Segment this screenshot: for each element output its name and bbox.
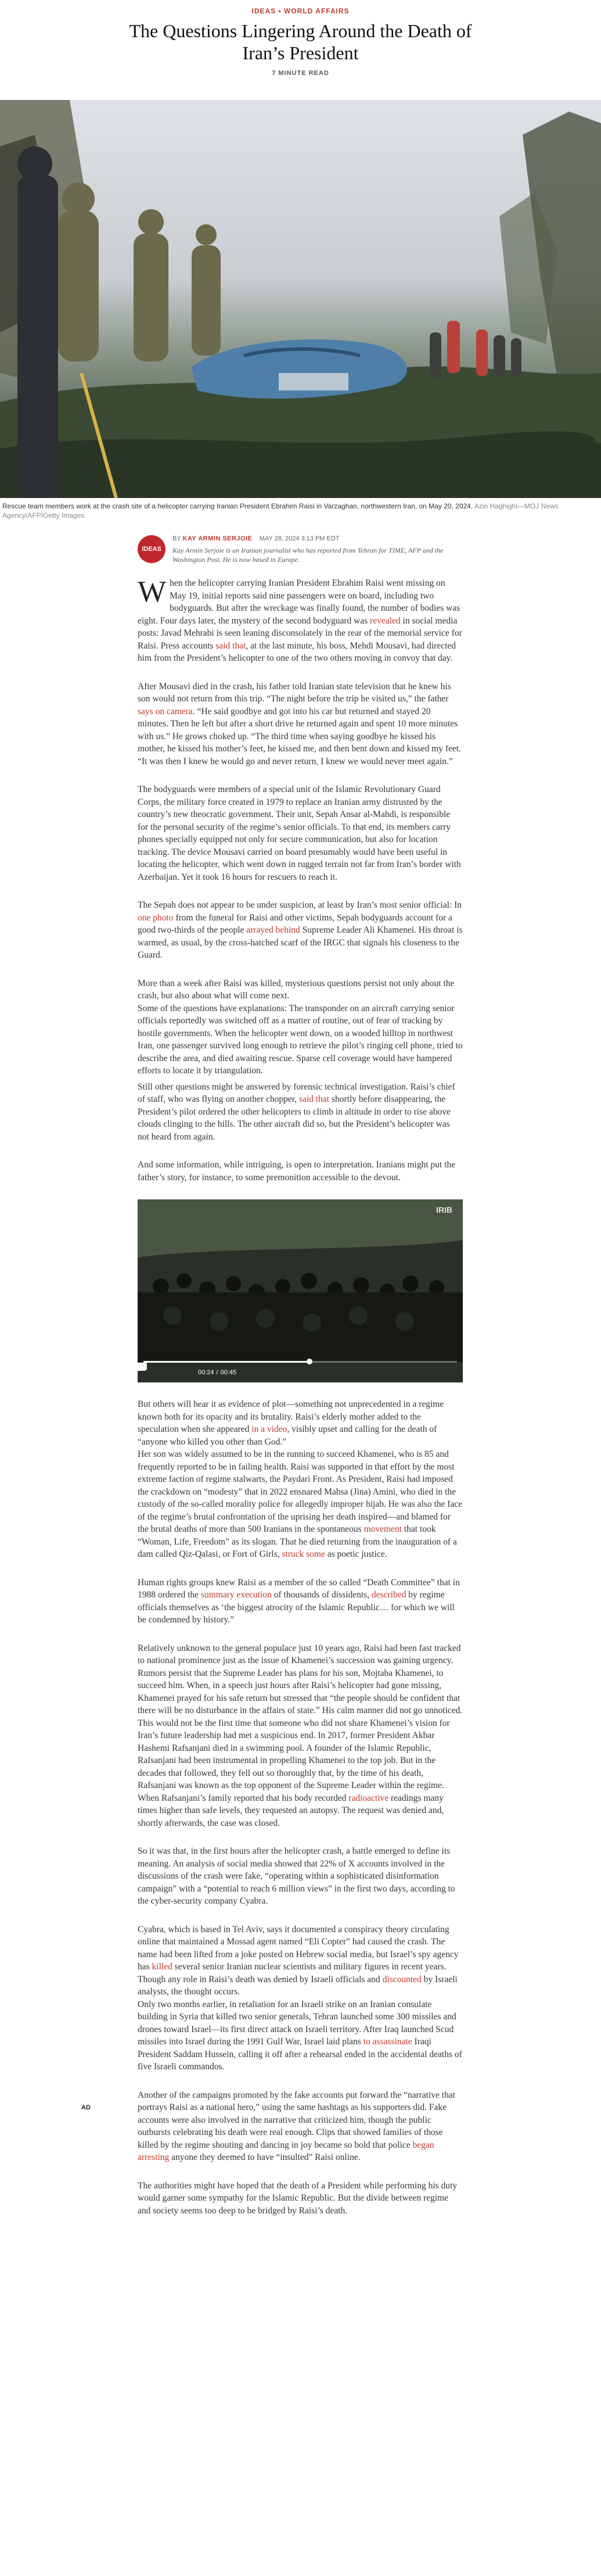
author-link[interactable]: KAY ARMIN SERJOIE xyxy=(182,535,253,542)
paragraph-text: Iraqi President Saddam Hussein, calling it off after a rehearsal ended in the accidental deaths of five Israeli commandos. xyxy=(138,2037,462,2072)
paragraph xyxy=(138,1448,463,1561)
paragraph-text: readings many times higher than safe levels, they requested an autopsy. The request was denied and, shortly afterwards, the case was closed. xyxy=(138,1793,444,1828)
paragraph-text: several senior Iranian nuclear scientists and military figures in recent years. Though any role in Raisi’s death was denied by Israeli officials and xyxy=(138,1962,447,1984)
inline-link[interactable]: discounted xyxy=(382,1974,422,1984)
paragraph-text: Supreme Leader Ali Khamenei. His throat is warmed, as usual, by the cross-hatched scarf of the IRGC that signals his closeness to the Guard. xyxy=(138,925,463,960)
paragraph: Relatively unknown to the general populace just 10 years ago, Raisi had been fast tracked to national prominence just as the issue of Khamenei’s succession was gaining urgency. Rumors persist that the Supreme Leader has plans for his son, Mojtaba Khamenei, to succeed him. When, in a speech just hours after Raisi’s helicopter had gone missing, Khamenei prayed for his safe return but stressed that “the people should be confident that there will be no disturbance in the affairs of state.” His calm manner did not go unnoticed. xyxy=(138,1643,463,1715)
paragraph-text: shortly before disappearing, the President’s pilot ordered the other helicopters to climb in altitude in order to rise above clouds clinging to the hills. The other aircraft did so, but the President’s helicopter was not heard from again. xyxy=(138,1094,451,1142)
paragraph xyxy=(138,1717,463,1830)
paragraph xyxy=(138,577,463,665)
paragraph-text: Cyabra, which is based in Tel Aviv, says it documented a conspiracy theory circulating online that maintained a Mossad agent named “Eli Copter” had caused the crash. The name had been lifted from a joke posted on Hebrew social media, but Israel’s spy agency has xyxy=(138,1924,459,1972)
inline-link[interactable]: began arresting xyxy=(138,2140,434,2162)
inline-link[interactable]: arrayed behind xyxy=(246,925,300,935)
paragraph-text: in social media posts: Javad Mehrabi is seen leaning disconsolately in the rear of the memorial service for Raisi. Press accounts xyxy=(138,615,462,651)
inline-link[interactable]: says on camera xyxy=(138,706,193,716)
inline-link[interactable]: revealed xyxy=(370,615,401,626)
share-icon[interactable] xyxy=(388,1366,401,1379)
inline-link[interactable]: movement xyxy=(364,1524,402,1534)
paragraph-text: Still other questions might be answered by forensic technical investigation. Raisi’s chief of staff, who was flying on another chopper, xyxy=(138,1081,455,1104)
paragraph-text: of thousands of dissidents, xyxy=(271,1590,372,1600)
page-title: The Questions Lingering Around the Death of Iran’s President xyxy=(129,20,472,63)
publish-date: MAY 28, 2024 3:13 PM EDT xyxy=(259,535,340,542)
inline-link[interactable]: to assassinate xyxy=(363,2037,412,2047)
cast-icon[interactable] xyxy=(370,1366,383,1379)
paragraph xyxy=(138,2089,463,2164)
skip-next-icon[interactable] xyxy=(162,1366,175,1379)
paragraph-text: that took “Woman, Life, Freedom” as its slogan. That he died returning from the inauguration of a dam called Qiz-Qalasi, or Fort of Girls, xyxy=(138,1524,457,1559)
paragraph: “It was then I knew he would go and never return, I knew we would never meet again.” xyxy=(138,756,453,766)
hero-caption xyxy=(0,498,601,520)
inline-link[interactable]: said that xyxy=(299,1094,330,1104)
article-body xyxy=(138,535,463,2217)
inline-link[interactable]: killed xyxy=(152,1962,172,1972)
paragraph-text: Only two months earlier, in retaliation for an Israeli strike on an Iranian consulate building in Syria that killed two senior generals, Tehran launched some 300 missiles and drones toward Israel—its first direct attack on Israeli territory. After Iraq launched Scud missiles into Israel during the 1991 Gulf War, Israel laid plans xyxy=(138,1999,456,2047)
inline-link[interactable]: described xyxy=(371,1590,406,1600)
paragraph: Some of the questions have explanations: The transponder on an aircraft carrying senior officials reportedly was switched off as a matter of routine, out of fear of tracking by hostile governments. When the helicopter went down, on a wooded hilltop in northwest Iran, one passenger survived long enough to retrieve the pilot’s ringing cell phone, tried to describe the area, and died awaiting rescue. Sparse cell coverage would have hampered efforts to locate it by triangulation. xyxy=(138,1003,463,1076)
inline-link[interactable]: summary execution xyxy=(200,1590,272,1600)
paragraph-text: Her son was widely assumed to be in the running to succeed Khamenei, who is 85 and frequently reported to be in failing health. Raisi was supported in that effort by the most extreme faction of regime stalwarts, the Paydari Front. As President, Raisi had imposed the crackdown on “modesty” that in 2022 ensnared Mahsa (Jina) Amini, who died in the custody of the so-called morality police for allegedly improper hijab. He was also the face of the regime’s brutal confrontation of the uprising her death inspired—and blamed for the brutal deaths of more than 500 Iranians in the spontaneous xyxy=(138,1449,463,1534)
ad-label: AD xyxy=(81,2104,91,2111)
inline-link[interactable]: said that xyxy=(215,640,246,651)
author-bio: Kay Armin Serjoie is an Iranian journalist who has reported from Tehran for TIME, AFP and the Washington Post. He is now based in Europe. xyxy=(172,546,444,564)
paragraph-text: , visibly upset and calling for the death of “anyone who killed you other than God.” xyxy=(138,1424,437,1447)
settings-gear-icon[interactable] xyxy=(426,1366,438,1379)
paragraph-text: The Sepah does not appear to be under suspicion, at least by Iran’s most senior official: In xyxy=(138,900,462,910)
paragraph-text: by regime officials themselves as ‘the biggest atrocity of the Islamic Republic… for which we will be condemned by history.” xyxy=(138,1590,455,1625)
paragraph xyxy=(138,680,463,755)
paragraph: The bodyguards were members of a special unit of the Islamic Revolutionary Guard Corps, the military force created in 1979 to replace an Iranian army distrusted by the country’s new theocratic government. Their unit, Sepah Ansar al-Mahdi, is responsible for the personal security of the regime’s senior officials. To that end, its members carry phones specially equipped not only for secure communication, but also for location tracking. The device Mousavi carried on board presumably would have been useful in locating the helicopter, which went down in rugged terrain not far from Iran’s border with Azerbaijan. Yet it took 16 hours for rescuers to reach it. xyxy=(138,784,461,882)
paragraph-text: , at the last minute, his boss, Mehdi Mousavi, had directed him from the President’s helicopter to one of the two others moving in convoy that day. xyxy=(138,640,456,663)
video-controls-right xyxy=(346,1366,457,1379)
caption-text: Rescue team members work at the crash site of a helicopter carrying Iranian President Ebrahim Raisi in Varzaghan, northwestern Iran, on May 20, 2024. xyxy=(2,502,473,510)
paragraph xyxy=(138,899,463,962)
paragraph-text: as poetic justice. xyxy=(325,1549,387,1559)
paragraph-text: This would not be the first time that someone who did not share Khamenei’s vision for Iran’s future leadership had met a suspicious end. In 2017, former President Akbar Hashemi Rafsanjani died in a swimming pool. A founder of the Islamic Republic, Rafsanjani had been instrumental in propelling Khamenei to the top job. But in the decades that followed, they fell out so thoroughly that, by the time of his death, Rafsanjani was known as the top opponent of the Supreme Leader within the regime. When Rafsanjani’s family reported that his body recorded xyxy=(138,1718,450,1803)
byline-by: BY xyxy=(172,535,181,542)
read-time: 7 MINUTE READ xyxy=(272,70,329,77)
byline-text xyxy=(172,535,451,564)
inline-link[interactable]: one photo xyxy=(138,912,174,923)
paragraph: The authorities might have hoped that the death of a President while performing his duty would garner some sympathy for the Islamic Republic. But the divide between regime and society seems too deep to be bridged by Raisi’s death. xyxy=(138,2180,458,2216)
grid-icon[interactable] xyxy=(407,1366,420,1379)
paragraph-text: from the funeral for Raisi and other victims, Sepah bodyguards account for a good two-thirds of the people xyxy=(138,912,452,935)
paragraph-text: . “He said goodbye and got into his car but returned and stayed 20 minutes. Then he left but after a short drive he returned again and spent 10 more minutes with us.” He grows choked up. “The third time when saying goodbye he kissed his mother, he kissed his mother’s feet, he kissed me, and then bent down and kissed my feet. xyxy=(138,706,461,754)
paragraph: So it was that, in the first hours after the helicopter crash, a battle emerged to define its meaning. An analysis of social media showed that 22% of X accounts involved in the discussions of the crash were fake, “operating within a sophisticated disinformation campaign” with a “potential to reach 6 million views” in the first two days, according to the cyber-security company Cyabra. xyxy=(138,1846,455,1906)
video-player[interactable] xyxy=(138,1199,463,1382)
paragraph-text: by Israeli analysts, the thought occurs. xyxy=(138,1974,458,1997)
channel-logo: IRIB xyxy=(436,1205,452,1214)
paragraph-text: Another of the campaigns promoted by the fake accounts put forward the “narrative that portrays Raisi as a national hero,” using the same hashtags as his supporters did. Fake accounts were also involved in the narrative that criticized him, though the public outbursts celebrating his death were real enough. Clips that showed families of those killed by the regime shouting and dancing in joy became so bold that police xyxy=(138,2090,456,2150)
time-total: 00:45 xyxy=(220,1369,237,1376)
captions-icon[interactable] xyxy=(351,1366,364,1379)
paragraph xyxy=(138,1923,463,1998)
paragraph: And some information, while intriguing, is open to interpretation. Iranians might put the father’s story, for instance, to some premonition accessible to the devout. xyxy=(138,1160,456,1183)
ideas-badge: IDEAS xyxy=(138,535,165,563)
paragraph-text: After Mousavi died in the crash, his father told Iranian state television that he knew his son would not return from this trip. “The night before the trip he visited us,” the father xyxy=(138,681,451,704)
inline-link[interactable]: radioactive xyxy=(348,1793,389,1803)
hero-image xyxy=(0,100,601,498)
photo-credit: Azin Haghighi—MOJ News Agency/AFP/Getty Images xyxy=(2,502,559,520)
paragraph-text: But others will hear it as evidence of plot—something not unprecedented in a regime known both for its opacity and its brutality. Raisi’s elderly mother added to the speculation when she appeared xyxy=(138,1399,444,1434)
paragraph xyxy=(138,1398,463,1448)
crash-site-photo xyxy=(0,100,601,498)
paragraph: More than a week after Raisi was killed, mysterious questions persist not only about the crash, but also about what will come next. xyxy=(138,978,455,1001)
drop-cap: W xyxy=(138,575,167,608)
inline-link[interactable]: struck some xyxy=(282,1549,325,1559)
paragraph-text: anyone they deemed to have “insulted” Raisi online. xyxy=(169,2152,361,2162)
section-kicker[interactable]: IDEAS • WORLD AFFAIRS xyxy=(251,7,350,15)
article-header xyxy=(0,0,601,77)
paragraph-text: hen the helicopter carrying Iranian President Ebrahim Raisi went missing on May 19, initial reports said nine passengers were on board, including two bodyguards. But after the wreckage was finally found, the number of bodies was eight. Four days later, the mystery of the second bodyguard was xyxy=(138,578,460,626)
video-frame xyxy=(138,1199,463,1382)
volume-icon[interactable] xyxy=(181,1366,193,1379)
paragraph xyxy=(138,1998,463,2073)
paragraph xyxy=(138,1081,463,1144)
video-controls xyxy=(138,1363,463,1382)
paragraph-text: Human rights groups knew Raisi as a member of the so called “Death Committee” that in 1988 ordered the xyxy=(138,1577,460,1600)
fullscreen-icon[interactable] xyxy=(444,1366,457,1379)
inline-link[interactable]: in a video xyxy=(251,1424,287,1434)
paragraph xyxy=(138,1577,463,1626)
time-current: 00:24 xyxy=(198,1369,214,1376)
byline xyxy=(138,535,463,564)
time-separator: / xyxy=(216,1369,218,1376)
